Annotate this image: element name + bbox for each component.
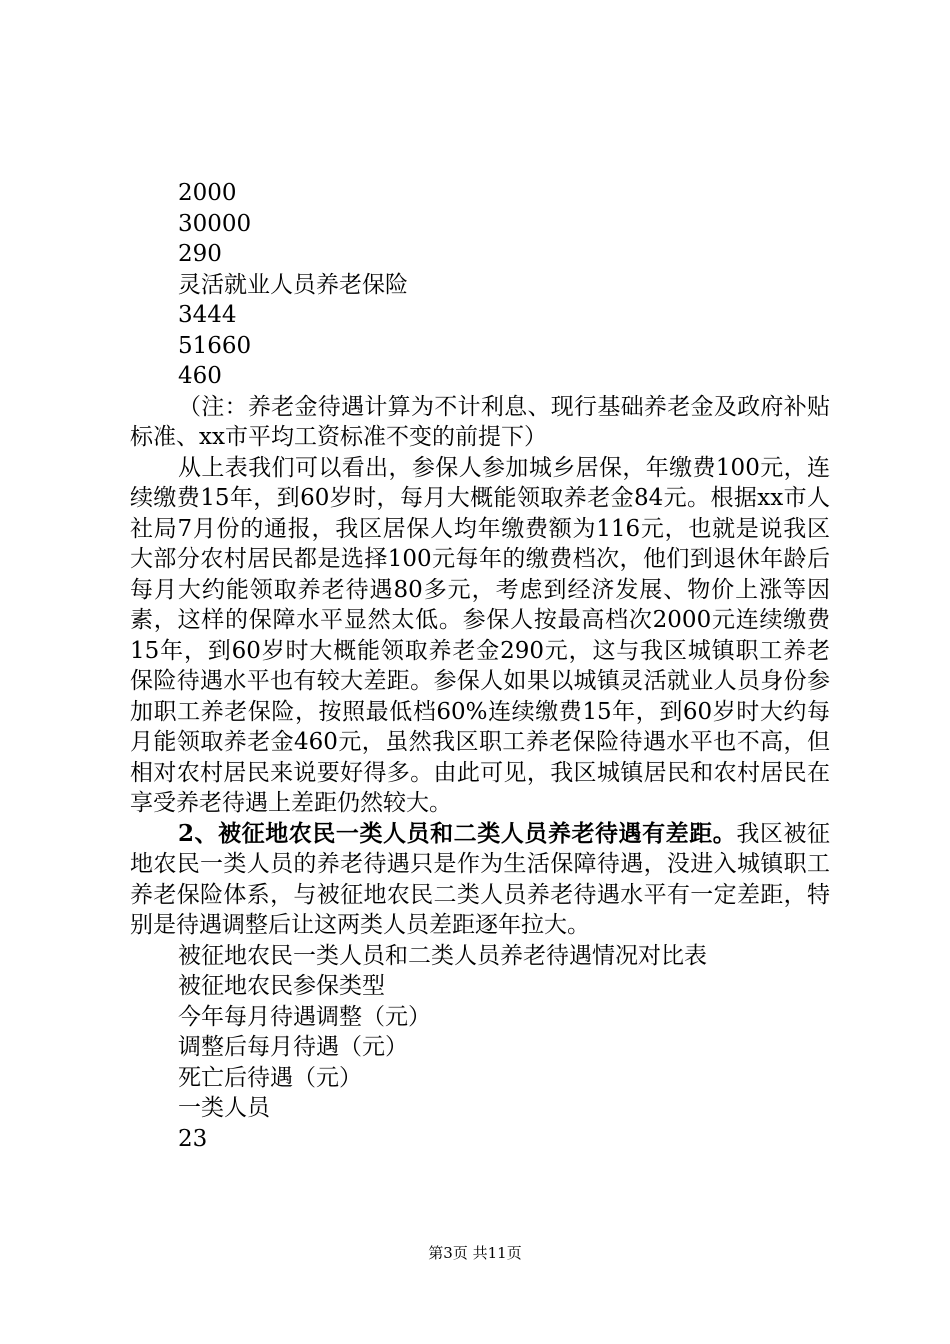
table-header-cell: 今年每月待遇调整（元）: [178, 1003, 431, 1030]
page-footer: 第3页 共11页: [428, 1244, 522, 1262]
table-title: 被征地农民一类人员和二类人员养老待遇情况对比表: [178, 942, 707, 969]
page-content: [130, 178, 830, 1154]
table-cell: 30000: [178, 210, 252, 237]
section-body: 我区被征地农民一类人员的养老待遇只是作为生活保障待遇，没进入城镇职工养老保险体系，与被征地农民二类人员养老待遇水平有一定差距，特别是待遇调整后让这两类人员差距逐年拉大。: [130, 820, 830, 938]
table-cell: 23: [178, 1125, 208, 1152]
table-cell: 460: [178, 363, 222, 389]
table-cell: 2000: [178, 180, 237, 206]
table-header-cell: 死亡后待遇（元）: [178, 1064, 362, 1091]
table-note: （注：养老金待遇计算为不计利息、现行基础养老金及政府补贴标准、xx市平均工资标准不变的前提下）: [130, 393, 830, 450]
section-paragraph: [130, 819, 830, 941]
table-row-label: 灵活就业人员养老保险: [178, 271, 408, 298]
section-heading: 2、被征地农民一类人员和二类人员养老待遇有差距。: [178, 819, 737, 847]
table-cell: 290: [178, 241, 222, 267]
analysis-paragraph: 从上表我们可以看出，参保人参加城乡居保，年缴费100元，连续缴费15年，到60岁时，每月大概能领取养老金84元。根据xx市人社局7月份的通报，我区居保人均年缴费额为116元，也就是说我区大部分农村居民都是选择100元每年的缴费档次，他们到退休年龄后每月大约能领取养老待遇80多元，考虑到经济发展、物价上涨等因素，这样的保障水平显然太低。参保人按最高档次2000元连续缴费15年，到60岁时大概能领取养老金290元，这与我区城镇职工养老保险待遇水平也有较大差距。参保人如果以城镇灵活就业人员身份参加职工养老保险，按照最低档60%连续缴费15年，到60岁时大约每月能领取养老金460元，虽然我区职工养老保险待遇水平也不高，但相对农村居民来说要好得多。由此可见，我区城镇居民和农村居民在享受养老待遇上差距仍然较大。: [130, 454, 830, 816]
table-cell: 51660: [178, 332, 252, 359]
table-header-cell: 调整后每月待遇（元）: [178, 1034, 408, 1060]
table-header-cell: 被征地农民参保类型: [178, 973, 385, 999]
table-cell: 3444: [178, 302, 237, 328]
table-row-label: 一类人员: [178, 1095, 270, 1121]
